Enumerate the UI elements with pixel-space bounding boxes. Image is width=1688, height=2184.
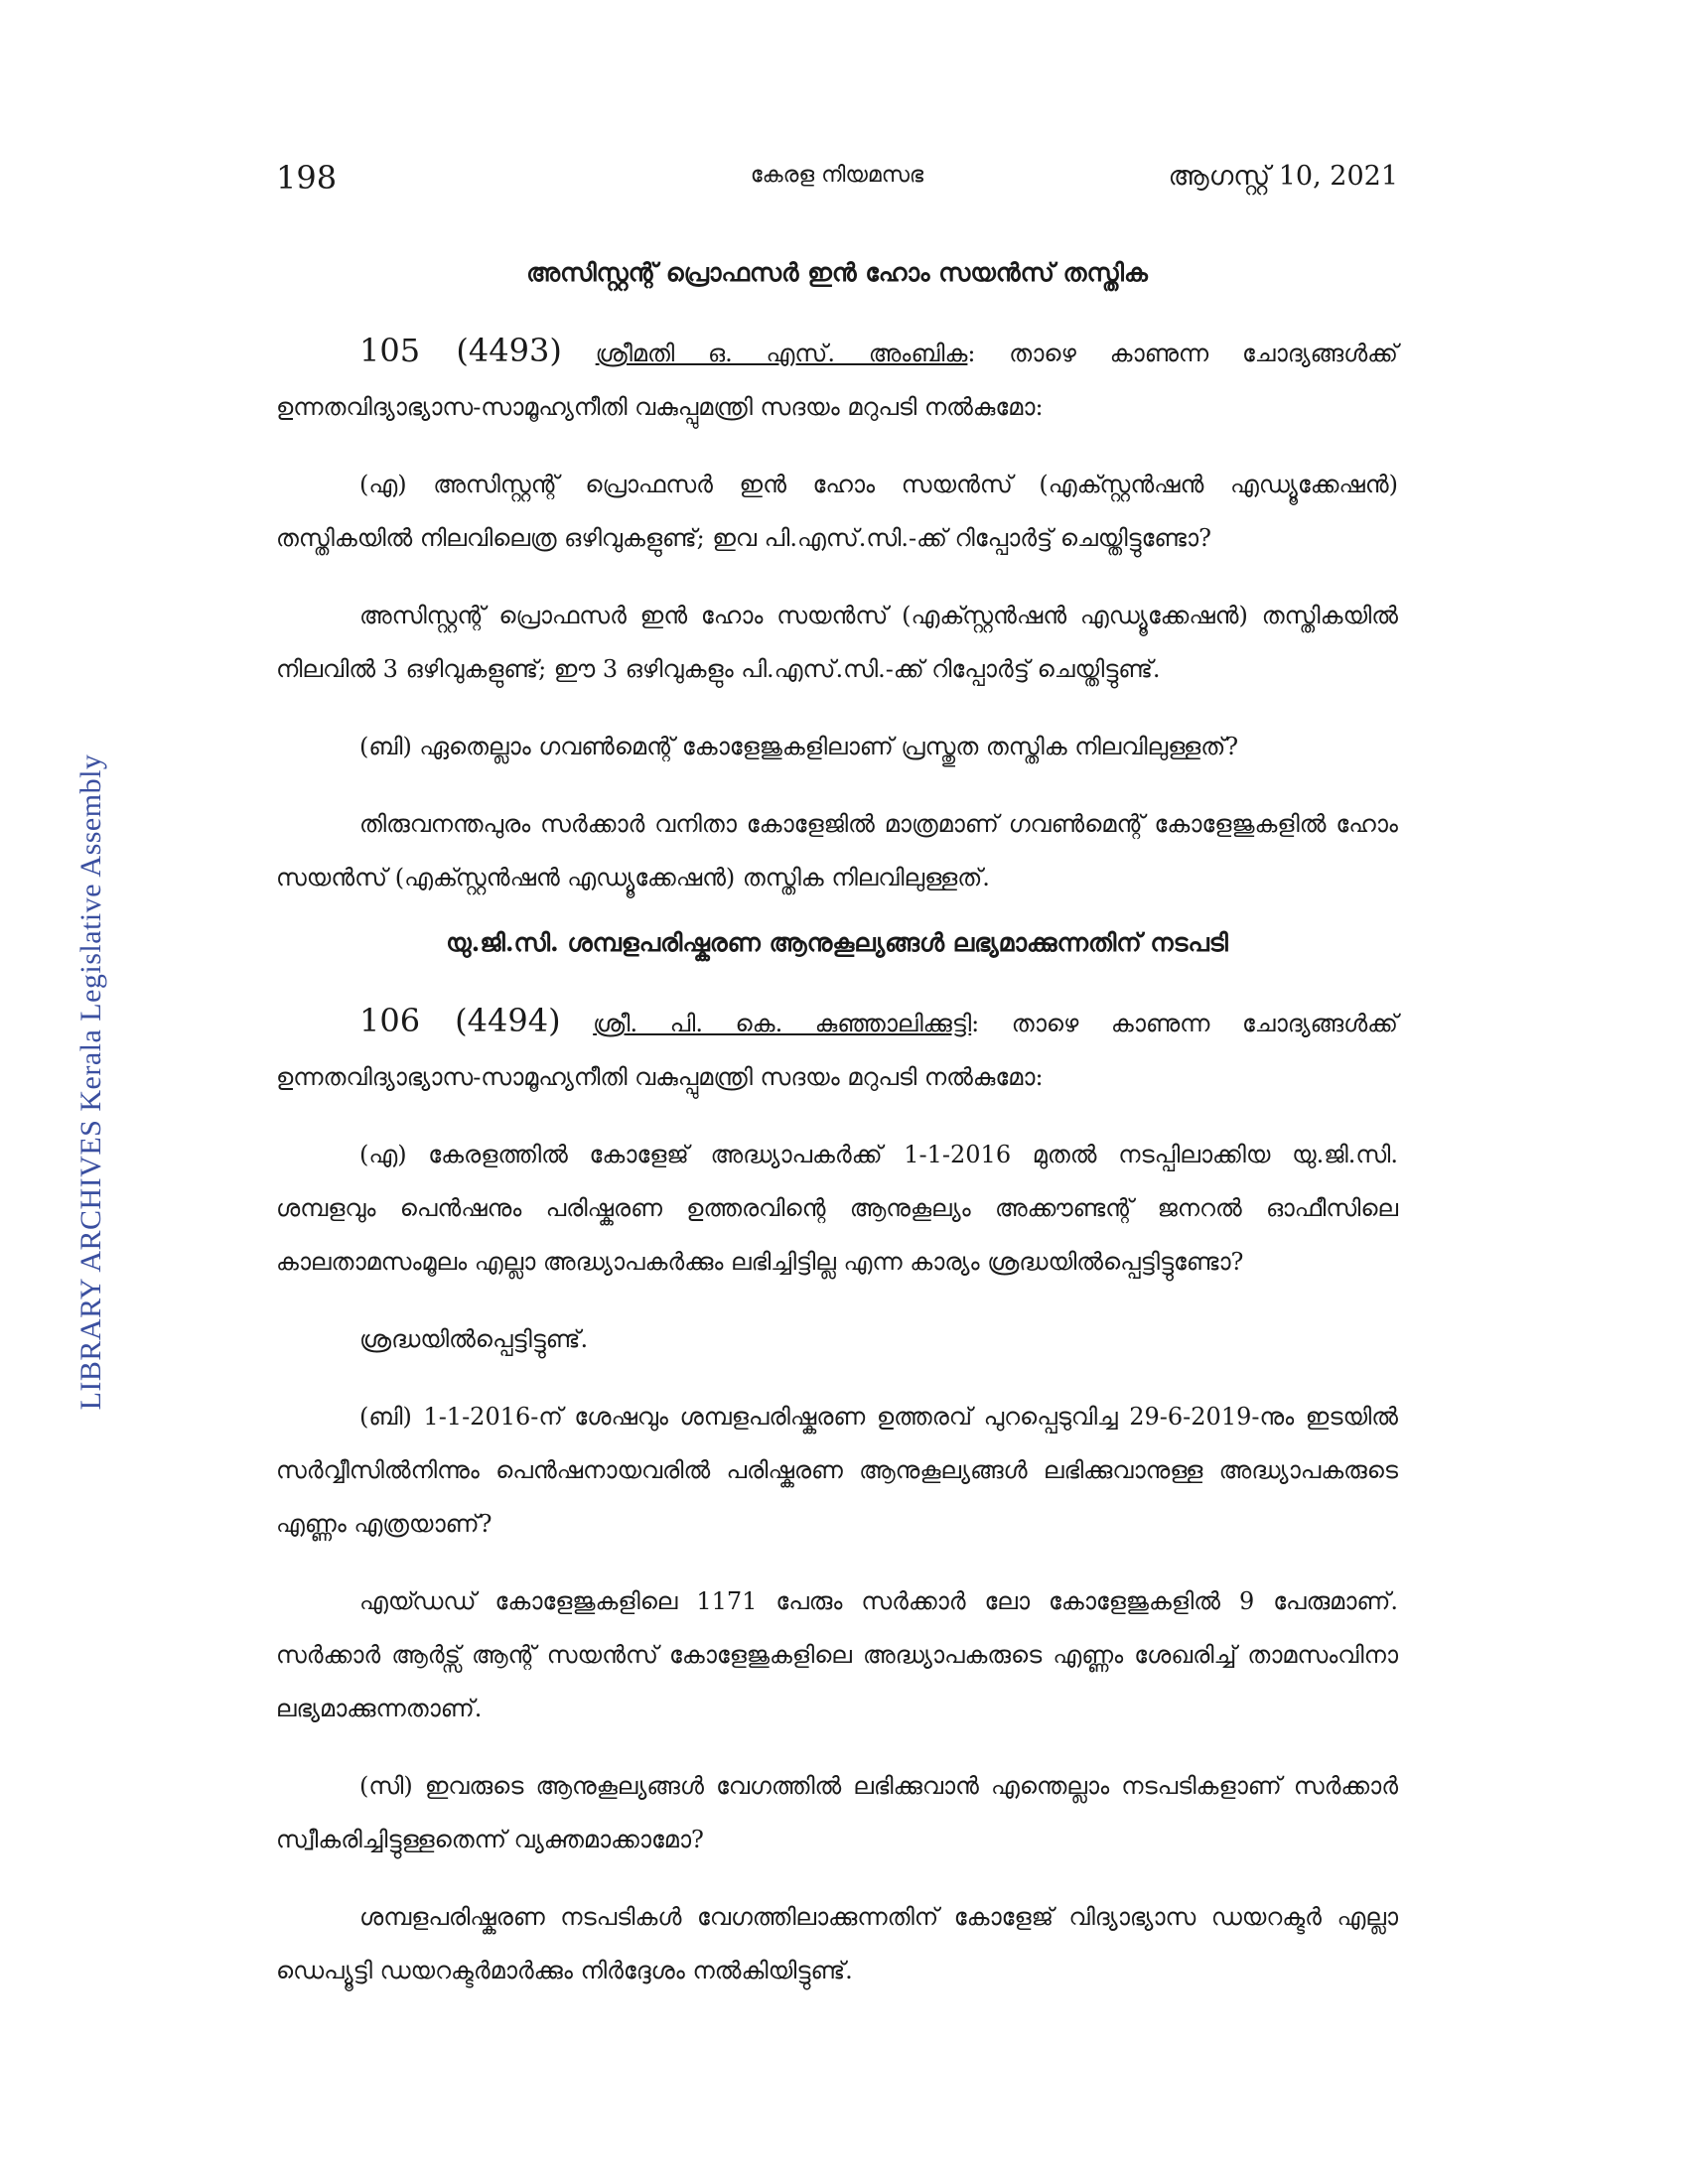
answer-b: തിരുവനന്തപുരം സർക്കാർ വനിതാ കോളേജിൽ മാത്രമാണ് ഗവൺമെന്റ് കോളേജുകളിൽ ഹോം സയൻസ് (എക്സ്റ്റൻഷൻ എഡ്യൂക്കേഷൻ) തസ്തിക നിലവിലുള്ളത്. [276,810,1398,891]
section-title: യു.ജി.സി. ശമ്പളപരിഷ്കരണ ആനുകൂല്യങ്ങൾ ലഭ്യമാക്കുന്നതിന് നടപടി [446,928,1228,957]
question-intro [276,994,1398,1104]
question-number: 105 (4493) [359,332,562,369]
question-a: (എ) കേരളത്തിൽ കോളേജ് അദ്ധ്യാപകർക്ക് 1-1-2016 മുതൽ നടപ്പിലാക്കിയ യു.ജി.സി. ശമ്പളവും പെൻഷനും പരിഷ്കരണ ഉത്തരവിന്റെ ആനുകൂല്യം അക്കൗണ്ടന്റ് ജനറൽ ഓഫീസിലെ കാലതാമസംമൂലം എല്ലാ അദ്ധ്യാപകർക്കും ലഭിച്ചിട്ടില്ല എന്ന കാര്യം ശ്രദ്ധയിൽപ്പെട്ടിട്ടുണ്ടോ? [276,1141,1398,1276]
question-b: (ബി) 1-1-2016-ന് ശേഷവും ശമ്പളപരിഷ്കരണ ഉത്തരവ് പുറപ്പെടുവിച്ച 29-6-2019-നും ഇടയിൽ സർവ്വീസിൽനിന്നും പെൻഷനായവരിൽ പരിഷ്കരണ ആനുകൂല്യങ്ങൾ ലഭിക്കുവാനുള്ള അദ്ധ്യാപകരുടെ എണ്ണം എത്രയാണ്? [276,1403,1398,1538]
answer-a: അസിസ്റ്റന്റ് പ്രൊഫസർ ഇൻ ഹോം സയൻസ് (എക്സ്റ്റൻഷൻ എഡ്യൂക്കേഷൻ) തസ്തികയിൽ നിലവിൽ 3 ഒഴിവുകളുണ്ട്; ഈ 3 ഒഴിവുകളും പി.എസ്.സി.-ക്ക് റിപ്പോർട്ട് ചെയ്തിട്ടുണ്ട്. [276,602,1398,683]
question-a: (എ) അസിസ്റ്റന്റ് പ്രൊഫസർ ഇൻ ഹോം സയൻസ് (എക്സ്റ്റൻഷൻ എഡ്യൂക്കേഷൻ) തസ്തികയിൽ നിലവിലെത്ര ഒഴിവുകളുണ്ട്; ഇവ പി.എസ്.സി.-ക്ക് റിപ്പോർട്ട് ചെയ്തിട്ടുണ്ടോ? [276,471,1398,552]
member-name: ശ്രീ. പി. കെ. കുഞ്ഞാലിക്കുട്ടി [593,1010,972,1037]
section-title: അസിസ്റ്റന്റ് പ്രൊഫസർ ഇൻ ഹോം സയൻസ് തസ്തിക [526,258,1148,287]
page-number: 198 [276,159,338,197]
archive-watermark: LIBRARY ARCHIVES Kerala Legislative Assembly [74,753,107,1411]
question-number: 106 (4494) [359,1002,561,1039]
question-intro-text: : താഴെ കാണുന്ന ചോദ്യങ്ങൾക്ക് ഉന്നതവിദ്യാഭ്യാസ-സാമൂഹ്യനീതി വകുപ്പുമന്ത്രി സദയം മറുപടി നൽകുമോ: [276,1010,1398,1091]
member-name: ശ്രീമതി ഒ. എസ്. അംബിക [595,340,968,367]
answer-b: എയ്ഡഡ് കോളേജുകളിലെ 1171 പേരും സർക്കാർ ലോ കോളേജുകളിൽ 9 പേരുമാണ്. സർക്കാർ ആർട്സ് ആന്റ് സയൻസ് കോളേജുകളിലെ അദ്ധ്യാപകരുടെ എണ്ണം ശേഖരിച്ച് താമസംവിനാ ലഭ്യമാക്കുന്നതാണ്. [276,1587,1398,1722]
document-body [276,258,1398,1997]
page-header [276,159,1398,199]
header-title: കേരള നിയമസഭ [750,163,924,188]
question-b: (ബി) ഏതെല്ലാം ഗവൺമെന്റ് കോളേജുകളിലാണ് പ്രസ്തുത തസ്തിക നിലവിലുള്ളത്? [359,733,1239,760]
question-intro-text: : താഴെ കാണുന്ന ചോദ്യങ്ങൾക്ക് ഉന്നതവിദ്യാഭ്യാസ-സാമൂഹ്യനീതി വകുപ്പുമന്ത്രി സദയം മറുപടി നൽകുമോ: [276,340,1398,421]
answer-a: ശ്രദ്ധയിൽപ്പെട്ടിട്ടുണ്ട്. [359,1325,589,1353]
header-date: ആഗസ്റ്റ് 10, 2021 [1168,161,1398,192]
question-c: (സി) ഇവരുടെ ആനുകൂല്യങ്ങൾ വേഗത്തിൽ ലഭിക്കുവാൻ എന്തെല്ലാം നടപടികളാണ് സർക്കാർ സ്വീകരിച്ചിട്ടുള്ളതെന്ന് വ്യക്തമാക്കാമോ? [276,1772,1398,1853]
answer-c: ശമ്പളപരിഷ്കരണ നടപടികൾ വേഗത്തിലാക്കുന്നതിന് കോളേജ് വിദ്യാഭ്യാസ ഡയറക്ടർ എല്ലാ ഡെപ്യൂട്ടി ഡയറക്ടർമാർക്കും നിർദ്ദേശം നൽകിയിട്ടുണ്ട്. [276,1903,1398,1984]
question-intro [276,324,1398,434]
